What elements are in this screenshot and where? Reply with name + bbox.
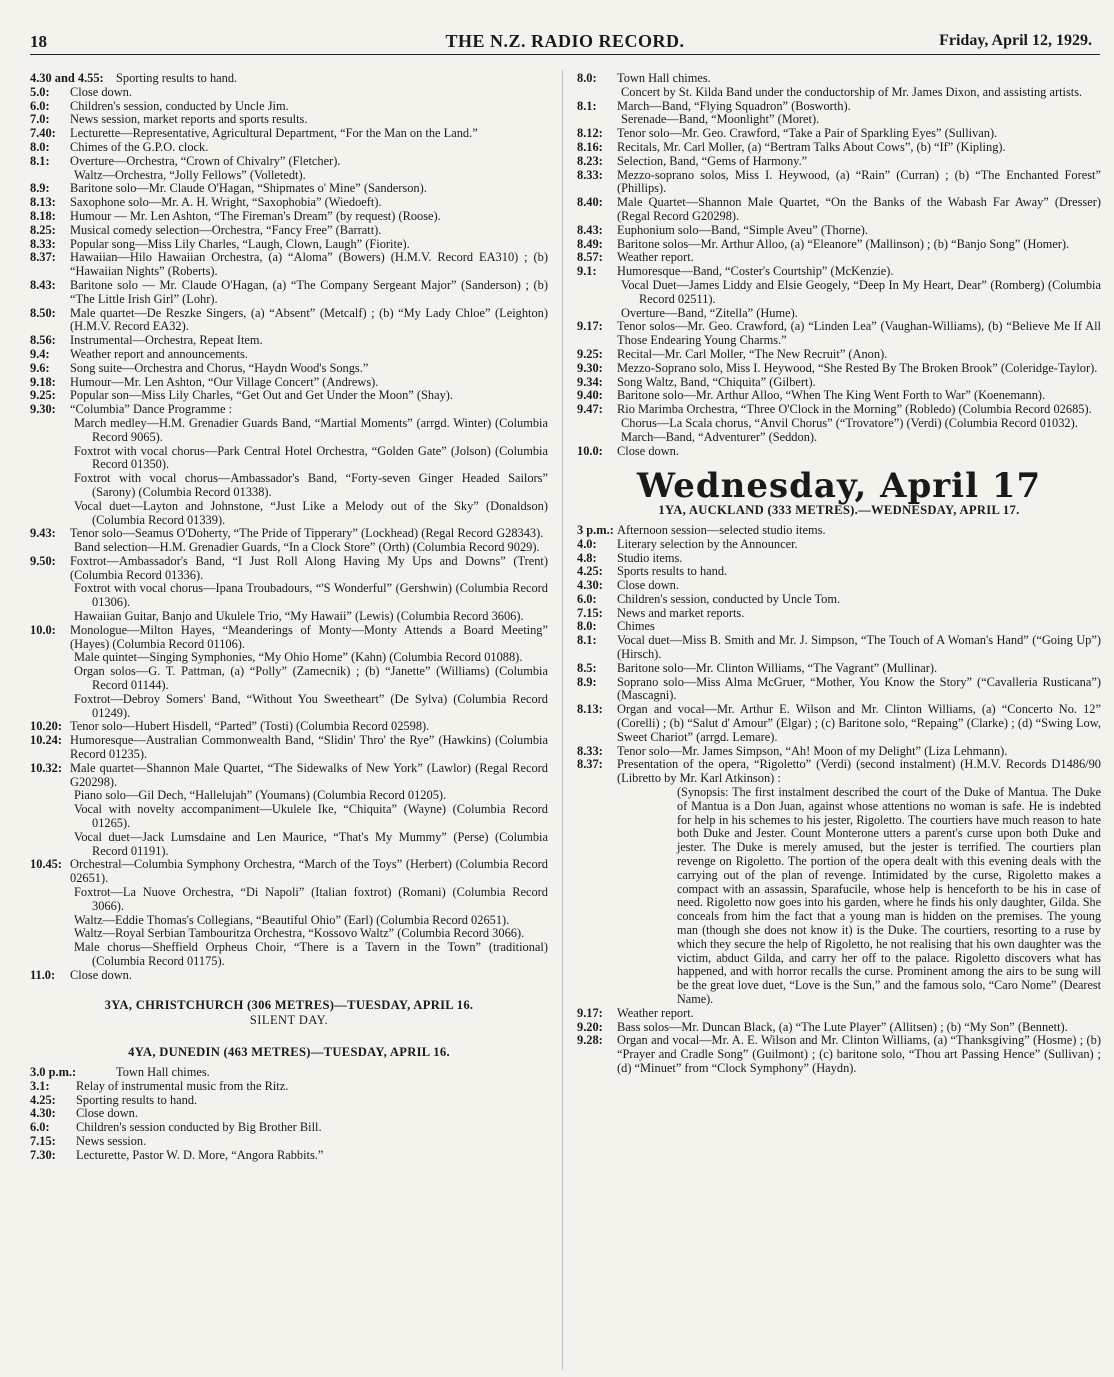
programme-item xyxy=(577,703,1101,744)
programme-text: Literary selection by the Announcer. xyxy=(617,536,798,551)
programme-text: Overture—Orchestra, “Crown of Chivalry” (Fletcher). xyxy=(70,153,341,168)
programme-item xyxy=(30,376,548,390)
programme-item xyxy=(577,620,1101,634)
programme-text: Male chorus—Sheffield Orpheus Choir, “There is a Tavern in the Town” (traditional) (Columbia Record 01175). xyxy=(74,940,548,968)
programme-item xyxy=(74,445,548,473)
time-label: 8.49: xyxy=(577,236,603,251)
section-title-1ya: 1YA, AUCKLAND (333 METRES).—WEDNESDAY, APRIL 17. xyxy=(658,503,1020,518)
time-label: 9.25: xyxy=(577,346,603,361)
programme-text: Foxtrot with vocal chorus—Park Central Hotel Orchestra, “Golden Gate” (Jolson) (Columbia Record 01350). xyxy=(74,443,548,472)
programme-item xyxy=(30,86,548,100)
programme-list-2ya xyxy=(30,72,548,983)
time-label: 8.56: xyxy=(30,333,56,348)
time-label: 8.18: xyxy=(30,208,56,223)
programme-item xyxy=(30,362,548,376)
programme-item xyxy=(30,238,548,252)
programme-item xyxy=(577,155,1101,169)
programme-text: Selection, Band, “Gems of Harmony.” xyxy=(617,153,808,168)
programme-list-1ya xyxy=(577,524,1101,786)
programme-text: Vocal Duet—James Liddy and Elsie Geogely, “Deep In My Heart, Dear” (Romberg) (Columbia Record 02511). xyxy=(621,277,1101,306)
programme-item xyxy=(30,734,548,762)
programme-text: Foxtrot—Ambassador's Band, “I Just Roll Along Having My Ups and Downs” (Trent) (Columbia Record 01336). xyxy=(70,553,548,582)
programme-list-1ya-cont xyxy=(577,1007,1101,1076)
programme-item xyxy=(30,389,548,403)
time-label: 8.50: xyxy=(30,305,56,320)
programme-text: Band selection—H.M. Grenadier Guards, “In a Clock Store” (Orth) (Columbia Record 9029). xyxy=(74,540,540,555)
programme-item xyxy=(577,238,1101,252)
programme-text: Organ and vocal—Mr. A. E. Wilson and Mr. Clinton Williams, (a) “Thanksgiving” (Hosme) ; (b) “Prayer and Cradle Song” (Guilmont) ; (c) baritone solo, “Thou art Passing Hence” (Sullivan) ; (d) “Minuet” from “Clock Symphony” (Haydn). xyxy=(617,1033,1101,1075)
time-label: 8.16: xyxy=(577,139,603,154)
programme-item xyxy=(577,745,1101,759)
programme-text: Lecturette, Pastor W. D. More, “Angora Rabbits.” xyxy=(76,1147,324,1162)
programme-item xyxy=(74,582,548,610)
time-label: 10.0: xyxy=(30,622,56,637)
programme-item xyxy=(577,348,1101,362)
programme-item xyxy=(577,662,1101,676)
programme-item xyxy=(577,251,1101,265)
programme-text: March—Band, “Flying Squadron” (Bosworth). xyxy=(617,98,851,113)
programme-text: Mezzo-soprano solos, Miss I. Heywood, (a) “Rain” (Curran) ; (b) “The Enchanted Forest” (Phillips). xyxy=(617,167,1101,196)
programme-item xyxy=(577,538,1101,552)
time-label: 8.0: xyxy=(577,619,597,634)
time-label: 8.1: xyxy=(30,153,50,168)
programme-text: Vocal duet—Layton and Johnstone, “Just Like a Melody out of the Sky” (Donaldson) (Columbia Record 01339). xyxy=(74,498,548,527)
programme-text: Baritone solo—Mr. Arthur Alloo, “When The King Went Forth to War” (Koenemann). xyxy=(617,388,1046,403)
programme-text: Recitals, Mr. Carl Moller, (a) “Bertram Talks About Cows”, (b) “If” (Kipling). xyxy=(617,139,1006,154)
programme-item xyxy=(621,431,1101,445)
programme-item xyxy=(30,1121,548,1135)
time-label: 7.15: xyxy=(30,1133,56,1148)
programme-text: Male quartet—Shannon Male Quartet, “The Sidewalks of New York” (Lawlor) (Regal Record G20298). xyxy=(70,760,548,789)
programme-item xyxy=(74,472,548,500)
time-label: 8.33: xyxy=(577,743,603,758)
time-label: 4.30: xyxy=(30,1106,56,1121)
time-label: 4.0: xyxy=(577,536,597,551)
day-heading: Wednesday, April 17 xyxy=(636,466,1042,507)
programme-item xyxy=(30,141,548,155)
time-label: 8.12: xyxy=(577,126,603,141)
right-column xyxy=(577,72,1101,1076)
programme-item xyxy=(74,789,548,803)
programme-item xyxy=(577,362,1101,376)
programme-item xyxy=(74,803,548,831)
time-label: 9.43: xyxy=(30,526,56,541)
programme-item xyxy=(577,224,1101,238)
programme-item xyxy=(30,555,548,583)
time-label: 8.37: xyxy=(30,250,56,265)
programme-item xyxy=(30,251,548,279)
time-label: 3.0 p.m.: xyxy=(30,1064,77,1079)
time-label: 4.30 and 4.55: xyxy=(30,71,104,85)
programme-item xyxy=(577,100,1101,114)
programme-text: Waltz—Eddie Thomas's Collegians, “Beautiful Ohio” (Earl) (Columbia Record 02651). xyxy=(74,912,510,927)
programme-item xyxy=(577,1021,1101,1035)
time-label: 9.28: xyxy=(577,1033,603,1048)
time-label: 9.50: xyxy=(30,553,56,568)
time-label: 7.40: xyxy=(30,126,56,141)
programme-text: Tenor solos—Mr. Geo. Crawford, (a) “Linden Lea” (Vaughan-Williams), (b) “Believe Me If All Those Endearing Young Charms.” xyxy=(617,319,1101,348)
time-label: 9.6: xyxy=(30,360,50,375)
programme-text: Euphonium solo—Band, “Simple Aveu” (Thorne). xyxy=(617,222,868,237)
time-label: 8.23: xyxy=(577,153,603,168)
programme-item xyxy=(30,1066,548,1080)
programme-text: Baritone solo — Mr. Claude O'Hagan, (a) “The Company Sergeant Major” (Sanderson) ; (b) “The Little Irish Girl” (Lohr). xyxy=(70,277,548,306)
programme-text: Close down. xyxy=(76,1106,138,1121)
time-label: 9.34: xyxy=(577,374,603,389)
time-label: 9.4: xyxy=(30,346,50,361)
time-label: 6.0: xyxy=(30,98,50,113)
programme-item xyxy=(30,1149,548,1163)
programme-item xyxy=(621,307,1101,321)
masthead: THE N.Z. RADIO RECORD. xyxy=(445,31,685,51)
page-header xyxy=(30,30,1100,55)
time-label: 8.33: xyxy=(577,167,603,182)
left-column xyxy=(30,72,548,1163)
programme-item xyxy=(30,210,548,224)
time-label: 8.43: xyxy=(577,222,603,237)
programme-item xyxy=(577,445,1101,459)
programme-item xyxy=(577,607,1101,621)
programme-item xyxy=(74,831,548,859)
programme-text: Tenor solo—Mr. Geo. Crawford, “Take a Pair of Sparkling Eyes” (Sullivan). xyxy=(617,126,998,141)
programme-item xyxy=(621,279,1101,307)
programme-item xyxy=(577,1034,1101,1075)
section-title-4ya: 4YA, DUNEDIN (463 METRES)—TUESDAY, APRIL 16. xyxy=(128,1045,450,1060)
time-label: 8.43: xyxy=(30,277,56,292)
time-label: 8.37: xyxy=(577,757,603,772)
programme-item xyxy=(74,500,548,528)
time-label: 7.15: xyxy=(577,605,603,620)
programme-text: March medley—H.M. Grenadier Guards Band, “Martial Moments” (arrgd. Winter) (Columbia Record 9065). xyxy=(74,415,548,444)
programme-text: Tenor solo—Mr. James Simpson, “Ah! Moon of my Delight” (Liza Lehmann). xyxy=(617,743,1008,758)
programme-text: Mezzo-Soprano solo, Miss I. Heywood, “She Rested By The Broken Brook” (Coleridge-Taylor). xyxy=(617,360,1098,375)
programme-text: Close down. xyxy=(617,443,679,458)
time-label: 9.1: xyxy=(577,264,597,279)
programme-item xyxy=(577,196,1101,224)
programme-item xyxy=(621,417,1101,431)
programme-item xyxy=(74,417,548,445)
programme-text: Popular son—Miss Lily Charles, “Get Out and Get Under the Moon” (Shay). xyxy=(70,388,454,403)
programme-text: Song Waltz, Band, “Chiquita” (Gilbert). xyxy=(617,374,816,389)
programme-item xyxy=(577,579,1101,593)
programme-item xyxy=(30,127,548,141)
programme-item xyxy=(577,758,1101,786)
time-label: 8.5: xyxy=(577,660,597,675)
programme-text: Serenade—Band, “Moonlight” (Moret). xyxy=(621,112,820,127)
programme-text: Foxtrot with vocal chorus—Ambassador's Band, “Forty-seven Ginger Headed Sailors” (Sarony) (Columbia Record 01338). xyxy=(74,471,548,499)
time-label: 9.40: xyxy=(577,388,603,403)
programme-text: Weather report. xyxy=(617,1005,694,1020)
programme-text: March—Band, “Adventurer” (Seddon). xyxy=(621,429,818,444)
programme-item xyxy=(30,1107,548,1121)
time-label: 4.8: xyxy=(577,550,597,565)
programme-text: Organ solos—G. T. Pattman, (a) “Polly” (Zamecnik) ; (b) “Janette” (Williams) (Columbia Record 01144). xyxy=(74,664,548,693)
programme-item xyxy=(577,552,1101,566)
programme-item xyxy=(577,676,1101,704)
programme-text: Sports results to hand. xyxy=(617,564,728,579)
programme-item xyxy=(577,320,1101,348)
programme-text: Children's session, conducted by Uncle Jim. xyxy=(70,98,289,113)
time-label: 8.9: xyxy=(577,674,597,689)
programme-text: Humoresque—Australian Commonwealth Band, “Slidin' Thro' the Rye” (Hawkins) (Columbia Record 01235). xyxy=(70,733,548,762)
programme-text: Baritone solo—Mr. Claude O'Hagan, “Shipmates o' Mine” (Sanderson). xyxy=(70,181,427,196)
time-label: 8.13: xyxy=(30,195,56,210)
programme-item xyxy=(30,403,548,417)
programme-item xyxy=(30,1094,548,1108)
programme-item xyxy=(577,376,1101,390)
programme-item xyxy=(30,348,548,362)
programme-text: Foxtrot—Debroy Somers' Band, “Without You Sweetheart” (De Sylva) (Columbia Record 01249). xyxy=(74,691,548,720)
programme-text: Foxtrot—La Nuove Orchestra, “Di Napoli” (Italian foxtrot) (Romani) (Columbia Record 3066). xyxy=(74,885,548,913)
programme-text: Song suite—Orchestra and Chorus, “Haydn Wood's Songs.” xyxy=(70,360,369,375)
programme-text: Lecturette—Representative, Agricultural Department, “For the Man on the Land.” xyxy=(70,126,478,141)
issue-date: Friday, April 12, 1929. xyxy=(939,32,1092,49)
programme-text: Baritone solo—Mr. Clinton Williams, “The Vagrant” (Mullinar). xyxy=(617,660,938,675)
programme-text: Piano solo—Gil Dech, “Hallelujah” (Youmans) (Columbia Record 01205). xyxy=(74,788,447,803)
programme-text: Rio Marimba Orchestra, “Three O'Clock in the Morning” (Robledo) (Columbia Record 02685). xyxy=(617,402,1092,417)
programme-item xyxy=(74,941,548,969)
programme-list-4ya-cont xyxy=(577,72,1101,458)
time-label: 7.0: xyxy=(30,112,50,127)
programme-text: Close down. xyxy=(70,967,132,982)
programme-item xyxy=(74,665,548,693)
programme-text: Male quartet—De Reszke Singers, (a) “Absent” (Metcalf) ; (b) “My Lady Chloe” (Leighton) (H.M.V. Record EA32). xyxy=(70,305,548,334)
programme-text: Popular song—Miss Lily Charles, “Laugh, Clown, Laugh” (Fiorite). xyxy=(70,236,410,251)
programme-text: Male Quartet—Shannon Male Quartet, “On the Banks of the Wabash Far Away” (Dresser) (Regal Record G20298). xyxy=(617,195,1101,223)
section-subtitle-3ya: SILENT DAY. xyxy=(249,1013,329,1028)
programme-text: Town Hall chimes. xyxy=(116,1064,210,1079)
programme-item xyxy=(30,858,548,886)
page-number: 18 xyxy=(30,32,47,51)
time-label: 9.47: xyxy=(577,402,603,417)
time-label: 8.1: xyxy=(577,98,597,113)
programme-item xyxy=(30,72,548,86)
programme-text: News session, market reports and sports results. xyxy=(70,112,308,127)
programme-item xyxy=(577,524,1101,538)
programme-item xyxy=(30,527,548,541)
time-label: 6.0: xyxy=(577,591,597,606)
time-label: 3.1: xyxy=(30,1078,50,1093)
programme-item xyxy=(74,541,548,555)
programme-item xyxy=(577,565,1101,579)
programme-list-4ya xyxy=(30,1066,548,1163)
programme-item xyxy=(30,113,548,127)
programme-text: Soprano solo—Miss Alma McGruer, “Mother, You Know the Story” (“Cavalleria Rusticana”) (Mascagni). xyxy=(617,674,1101,703)
programme-text: Town Hall chimes. xyxy=(617,71,711,85)
time-label: 6.0: xyxy=(30,1120,50,1135)
programme-text: Hawaiian Guitar, Banjo and Ukulele Trio, “My Hawaii” (Lewis) (Columbia Record 3606). xyxy=(74,609,524,624)
programme-item xyxy=(74,886,548,914)
programme-item xyxy=(577,593,1101,607)
programme-text: Waltz—Royal Serbian Tambouritza Orchestra, “Kossovo Waltz” (Columbia Record 3066). xyxy=(74,926,525,941)
programme-item xyxy=(577,634,1101,662)
time-label: 8.1: xyxy=(577,633,597,648)
time-label: 10.45: xyxy=(30,857,63,872)
programme-text: Sporting results to hand. xyxy=(116,71,238,85)
programme-item xyxy=(577,141,1101,155)
programme-text: Children's session conducted by Big Brother Bill. xyxy=(76,1120,322,1135)
programme-text: Humour—Mr. Len Ashton, “Our Village Concert” (Andrews). xyxy=(70,374,379,389)
programme-text: Orchestral—Columbia Symphony Orchestra, “March of the Toys” (Herbert) (Columbia Record 02651). xyxy=(70,857,548,886)
time-label: 8.40: xyxy=(577,195,603,210)
programme-item xyxy=(74,610,548,624)
programme-item xyxy=(30,155,548,169)
programme-text: Sporting results to hand. xyxy=(76,1092,198,1107)
programme-item xyxy=(577,1007,1101,1021)
programme-text: News and market reports. xyxy=(617,605,745,620)
time-label: 10.0: xyxy=(577,443,603,458)
programme-text: Organ and vocal—Mr. Arthur E. Wilson and Mr. Clinton Williams, (a) “Concerto No. 12” (Corelli) ; (b) “Salut d' Amour” (Elgar) ; (c) Baritone solo, “Repaing” (Clarke) ; (d) “Swing Low, Sweet Chariot” (arrgd. Lemare). xyxy=(617,702,1101,744)
programme-text: Tenor solo—Seamus O'Doherty, “The Pride of Tipperary” (Lockhead) (Regal Record G28343). xyxy=(70,526,544,541)
programme-text: Chimes xyxy=(617,619,655,634)
programme-item xyxy=(74,693,548,721)
time-label: 4.30: xyxy=(577,578,603,593)
programme-item xyxy=(30,100,548,114)
programme-text: Humour — Mr. Len Ashton, “The Fireman's Dream” (by request) (Roose). xyxy=(70,208,441,223)
programme-text: Male quintet—Singing Symphonies, “My Ohio Home” (Kahn) (Columbia Record 01088). xyxy=(74,650,523,665)
programme-text: Chimes of the G.P.O. clock. xyxy=(70,139,209,154)
programme-item xyxy=(577,389,1101,403)
section-title-3ya: 3YA, CHRISTCHURCH (306 METRES)—TUESDAY, APRIL 16. xyxy=(104,997,474,1012)
programme-text: Relay of instrumental music from the Ritz. xyxy=(76,1078,289,1093)
programme-text: Instrumental—Orchestra, Repeat Item. xyxy=(70,333,263,348)
programme-text: Close down. xyxy=(70,84,132,99)
time-label: 9.17: xyxy=(577,319,603,334)
programme-item xyxy=(30,1135,548,1149)
programme-item xyxy=(30,720,548,734)
programme-text: Humoresque—Band, “Coster's Courtship” (McKenzie). xyxy=(617,264,894,279)
programme-text: Chorus—La Scala chorus, “Anvil Chorus” (“Trovatore”) (Verdi) (Columbia Record 01032). xyxy=(621,415,1078,430)
programme-item xyxy=(30,182,548,196)
programme-text: Baritone solos—Mr. Arthur Alloo, (a) “Eleanore” (Mallinson) ; (b) “Banjo Song” (Homer). xyxy=(617,236,1070,251)
programme-text: Weather report. xyxy=(617,250,694,265)
programme-text: Foxtrot with vocal chorus—Ipana Troubadours, “'S Wonderful” (Gershwin) (Columbia Record 01306). xyxy=(74,581,548,610)
programme-text: Vocal duet—Jack Lumsdaine and Len Maurice, “That's My Mummy” (Perse) (Columbia Record 01191). xyxy=(74,829,548,858)
programme-item xyxy=(74,927,548,941)
time-label: 4.25: xyxy=(577,564,603,579)
programme-item xyxy=(577,403,1101,417)
time-label: 9.25: xyxy=(30,388,56,403)
programme-text: Close down. xyxy=(617,578,679,593)
programme-text: Tenor solo—Hubert Hisdell, “Parted” (Tosti) (Columbia Record 02598). xyxy=(70,719,430,734)
programme-text: Monologue—Milton Hayes, “Meanderings of Monty—Monty Attends a Board Meeting” (Hayes) (Columbia Record 01106). xyxy=(70,622,548,651)
programme-item xyxy=(621,86,1101,100)
programme-item xyxy=(74,651,548,665)
time-label: 10.24: xyxy=(30,733,63,748)
time-label: 8.9: xyxy=(30,181,50,196)
programme-item xyxy=(30,196,548,210)
programme-text: Musical comedy selection—Orchestra, “Fancy Free” (Barratt). xyxy=(70,222,382,237)
time-label: 8.25: xyxy=(30,222,56,237)
time-label: 10.32: xyxy=(30,760,63,775)
programme-text: “Columbia” Dance Programme : xyxy=(70,402,233,417)
programme-item xyxy=(577,169,1101,197)
programme-item xyxy=(30,624,548,652)
programme-text: Studio items. xyxy=(617,550,683,565)
programme-text: Vocal with novelty accompaniment—Ukulele Ike, “Chiquita” (Wayne) (Columbia Record 01265). xyxy=(74,802,548,831)
programme-item xyxy=(74,914,548,928)
programme-item xyxy=(577,265,1101,279)
programme-text: Bass solos—Mr. Duncan Black, (a) “The Lute Player” (Allitsen) ; (b) “My Son” (Bennett). xyxy=(617,1019,1068,1034)
programme-text: Children's session, conducted by Uncle Tom. xyxy=(617,591,841,606)
programme-text: Concert by St. Kilda Band under the conductorship of Mr. James Dixon, and assisting artists. xyxy=(621,84,1083,99)
time-label: 8.33: xyxy=(30,236,56,251)
programme-text: Overture—Band, “Zitella” (Hume). xyxy=(621,305,798,320)
time-label: 4.25: xyxy=(30,1092,56,1107)
programme-item xyxy=(577,72,1101,86)
programme-item xyxy=(577,127,1101,141)
programme-text: Vocal duet—Miss B. Smith and Mr. J. Simpson, “The Touch of A Woman's Hand” (“Going Up”) (Hirsch). xyxy=(617,633,1101,662)
time-label: 9.30: xyxy=(577,360,603,375)
time-label: 8.13: xyxy=(577,702,603,717)
time-label: 8.0: xyxy=(30,139,50,154)
programme-text: Waltz—Orchestra, “Jolly Fellows” (Volletedt). xyxy=(74,167,306,182)
time-label: 9.17: xyxy=(577,1005,603,1020)
programme-text: Hawaiian—Hilo Hawaiian Orchestra, (a) “Aloma” (Bowers) (H.M.V. Record EA310) ; (b) “Hawaiian Nights” (Roberts). xyxy=(70,250,548,279)
programme-text: Recital—Mr. Carl Moller, “The New Recruit” (Anon). xyxy=(617,346,888,361)
column-divider xyxy=(562,70,563,1370)
programme-item xyxy=(30,224,548,238)
programme-item xyxy=(30,1080,548,1094)
programme-text: Saxophone solo—Mr. A. H. Wright, “Saxophobia” (Wiedoeft). xyxy=(70,195,382,210)
programme-item xyxy=(30,279,548,307)
programme-text: News session. xyxy=(76,1133,147,1148)
programme-item xyxy=(30,969,548,983)
time-label: 9.18: xyxy=(30,374,56,389)
time-label: 11.0: xyxy=(30,967,56,982)
programme-text: Weather report and announcements. xyxy=(70,346,248,361)
time-label: 8.57: xyxy=(577,250,603,265)
programme-item xyxy=(74,169,548,183)
programme-text: Afternoon session—selected studio items. xyxy=(617,522,826,537)
time-label: 10.20: xyxy=(30,719,63,734)
time-label: 7.30: xyxy=(30,1147,56,1162)
programme-item xyxy=(30,307,548,335)
programme-item xyxy=(30,762,548,790)
programme-text: Presentation of the opera, “Rigoletto” (Verdi) (second instalment) (H.M.V. Records D1486/90 (Libretto by Mr. Karl Atkinson) : xyxy=(617,757,1101,786)
time-label: 9.20: xyxy=(577,1019,603,1034)
programme-item xyxy=(621,113,1101,127)
time-label: 8.0: xyxy=(577,71,597,85)
time-label: 9.30: xyxy=(30,402,56,417)
time-label: 5.0: xyxy=(30,84,50,99)
programme-item xyxy=(30,334,548,348)
time-label: 3 p.m.: xyxy=(577,522,614,537)
opera-synopsis: (Synopsis: The first instalment described the court of the Duke of Mantua. The Duke of Mantua is a Don Juan, against whose attentions no woman is safe. He is indebted for help in his schemes to his jester, Rigoletto. The courtiers have much reason to hate both Duke and Jester. Count Monterone utters a parent's curse upon both Duke and jester. The Duke is merely amused, but the jester is terrified. The courtiers plan revenge on Rigoletto. The portion of the opera dealt with this evening deals with the carrying out of the plan of revenge. Intimidated by the curse, Rigoletto makes a compact with an assassin, Sparafucile, whose help is henceforth to be his in case of need. Rigoletto now goes into his garden, where he finds his only daughter, Gilda. She conceals from him the fact that a young man is hidden on the premises. The young man (though she does not know it) is the Duke. The courtiers, resorting to a ruse by which they secure the help of Rigoletto, he not realising that his own daughter was the victim, abduct Gilda, and carry her off to the palace. Rigoletto discovers what has happened, and with horror recalls the curse. Prominent among the airs to be sung will be the great love duet, “Love is the Sun,” and the famous solo, “Caro Nome” (Dearest Name). xyxy=(677,785,1101,1006)
